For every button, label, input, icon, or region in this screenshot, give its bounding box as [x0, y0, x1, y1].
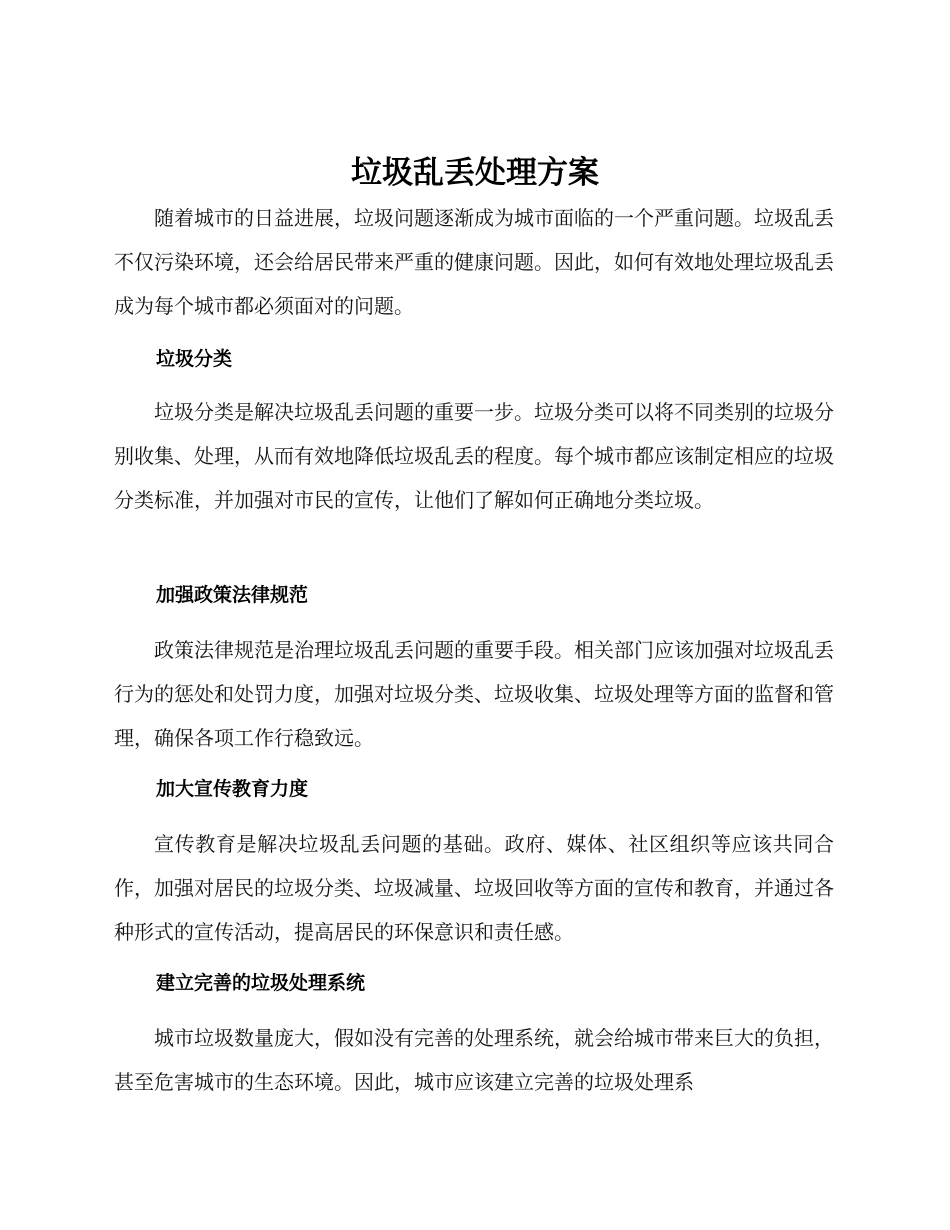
document-title: 垃圾乱丢处理方案: [351, 155, 599, 191]
section-body-sorting: 垃圾分类是解决垃圾乱丢问题的重要一步。垃圾分类可以将不同类别的垃圾分别收集、处理，从而有效地降低垃圾乱丢的程度。每个城市都应该制定相应的垃圾分类标准，并加强对市民的宣传，让他们了解如何正确地分类垃圾。: [114, 400, 834, 512]
section-body-system: 城市垃圾数量庞大，假如没有完善的处理系统，就会给城市带来巨大的负担，甚至危害城市的生态环境。因此，城市应该建立完善的垃圾处理系: [114, 1026, 834, 1094]
section-heading-policy: 加强政策法律规范: [156, 584, 309, 606]
section-heading-education: 加大宣传教育力度: [156, 778, 309, 800]
section-body-policy: 政策法律规范是治理垃圾乱丢问题的重要手段。相关部门应该加强对垃圾乱丢行为的惩处和处罚力度，加强对垃圾分类、垃圾收集、垃圾处理等方面的监督和管理，确保各项工作行稳致远。: [114, 638, 834, 750]
section-body-education: 宣传教育是解决垃圾乱丢问题的基础。政府、媒体、社区组织等应该共同合作，加强对居民的垃圾分类、垃圾减量、垃圾回收等方面的宣传和教育，并通过各种形式的宣传活动，提高居民的环保意识和责任感。: [114, 832, 834, 944]
section-heading-sorting: 垃圾分类: [156, 348, 233, 370]
section-heading-system: 建立完善的垃圾处理系统: [156, 972, 366, 994]
intro-paragraph: 随着城市的日益进展，垃圾问题逐渐成为城市面临的一个严重问题。垃圾乱丢不仅污染环境，还会给居民带来严重的健康问题。因此，如何有效地处理垃圾乱丢成为每个城市都必须面对的问题。: [114, 206, 834, 318]
